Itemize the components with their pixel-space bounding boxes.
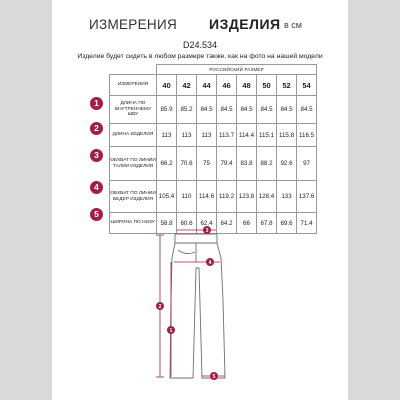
table-cell: 66	[237, 213, 257, 234]
table-cell: 110	[177, 181, 197, 213]
table-cell: 70.6	[177, 147, 197, 181]
row-label: ДЛИНА ПО ВНУТРЕННЕМУ ШВУ	[110, 96, 157, 124]
size-header: 42	[177, 75, 197, 96]
measurement-badge: 5	[90, 208, 103, 221]
table-cell: 71.4	[297, 213, 317, 234]
header-unit: в см	[284, 20, 302, 30]
header-title-left: ИЗМЕРЕНИЯ	[89, 17, 178, 32]
measurement-badge: 1	[90, 97, 103, 110]
row-label: ОБХВАТ ПО ЛИНИИ БЕДЕР ИЗДЕЛИЯ	[110, 181, 157, 213]
measurement-badge: 3	[90, 149, 103, 162]
table-cell: 116.5	[297, 124, 317, 147]
table-cell: 92.6	[277, 147, 297, 181]
table-cell: 67.8	[257, 213, 277, 234]
trousers-diagram	[52, 0, 348, 400]
table-cell: 62.4	[197, 213, 217, 234]
row-label: ДЛИНА ИЗДЕЛИЯ	[110, 124, 157, 147]
header-title-right: ИЗДЕЛИЯ	[209, 16, 281, 32]
table-cell: 137.6	[297, 181, 317, 213]
trousers-outline-icon	[170, 234, 225, 378]
table-cell: 113.7	[217, 124, 237, 147]
table-cell: 97	[297, 147, 317, 181]
table-cell: 128.4	[257, 181, 277, 213]
table-cell: 113	[177, 124, 197, 147]
table-cell: 85.9	[157, 96, 177, 124]
table-cell: 133	[277, 181, 297, 213]
table-cell: 85.2	[177, 96, 197, 124]
table-cell: 84.5	[197, 96, 217, 124]
size-header: 44	[197, 75, 217, 96]
table-cell: 84.5	[257, 96, 277, 124]
table-cell: 60.6	[177, 213, 197, 234]
table-cell: 115.1	[257, 124, 277, 147]
table-cell: 66.2	[157, 147, 177, 181]
table-cell: 84.5	[237, 96, 257, 124]
table-cell: 79.4	[217, 147, 237, 181]
table-cell: 84.5	[297, 96, 317, 124]
diagram-marker-label: 3	[205, 228, 209, 234]
table-cell: 113	[157, 124, 177, 147]
row-label: ОБХВАТ ПО ЛИНИИ ТАЛИИ ИЗДЕЛИЯ	[110, 147, 157, 181]
table-cell: 83.8	[237, 147, 257, 181]
measurement-lines	[156, 230, 225, 377]
table-cell: 115.8	[277, 124, 297, 147]
diagram-marker-label: 4	[208, 260, 212, 266]
size-header: 48	[237, 75, 257, 96]
size-header: 40	[157, 75, 177, 96]
table-cell: 114.6	[197, 181, 217, 213]
table-cell: 84.5	[277, 96, 297, 124]
table-cell: 75	[197, 147, 217, 181]
fit-note: Изделие будет сидеть в любом размере также, как на фото на нашей модели	[77, 53, 323, 60]
diagram-marker-label: 2	[158, 304, 162, 310]
measurement-badge: 2	[90, 122, 103, 135]
size-chart-sheet	[52, 0, 348, 400]
table-cell: 105.4	[157, 181, 177, 213]
table-cell: 119.2	[217, 181, 237, 213]
measure-header: ИЗМЕРЕНИЯ	[110, 75, 157, 96]
table-cell: 58.8	[157, 213, 177, 234]
measurement-badge: 4	[90, 181, 103, 194]
table-cell: 88.2	[257, 147, 277, 181]
size-header: 54	[297, 75, 317, 96]
size-group-label: РОССИЙСКИЙ РАЗМЕР	[157, 65, 317, 75]
size-header: 50	[257, 75, 277, 96]
table-cell: 123.8	[237, 181, 257, 213]
diagram-marker-label: 5	[212, 374, 216, 380]
size-header: 52	[277, 75, 297, 96]
row-label: ШИРИНА ПО НИЗУ	[110, 213, 157, 234]
table-cell: 84.5	[217, 96, 237, 124]
diagram-marker-label: 1	[169, 328, 173, 334]
table-cell: 114.4	[237, 124, 257, 147]
size-header: 46	[217, 75, 237, 96]
table-cell: 69.6	[277, 213, 297, 234]
model-code: D24.534	[182, 40, 218, 50]
table-cell: 64.2	[217, 213, 237, 234]
table-cell: 113	[197, 124, 217, 147]
